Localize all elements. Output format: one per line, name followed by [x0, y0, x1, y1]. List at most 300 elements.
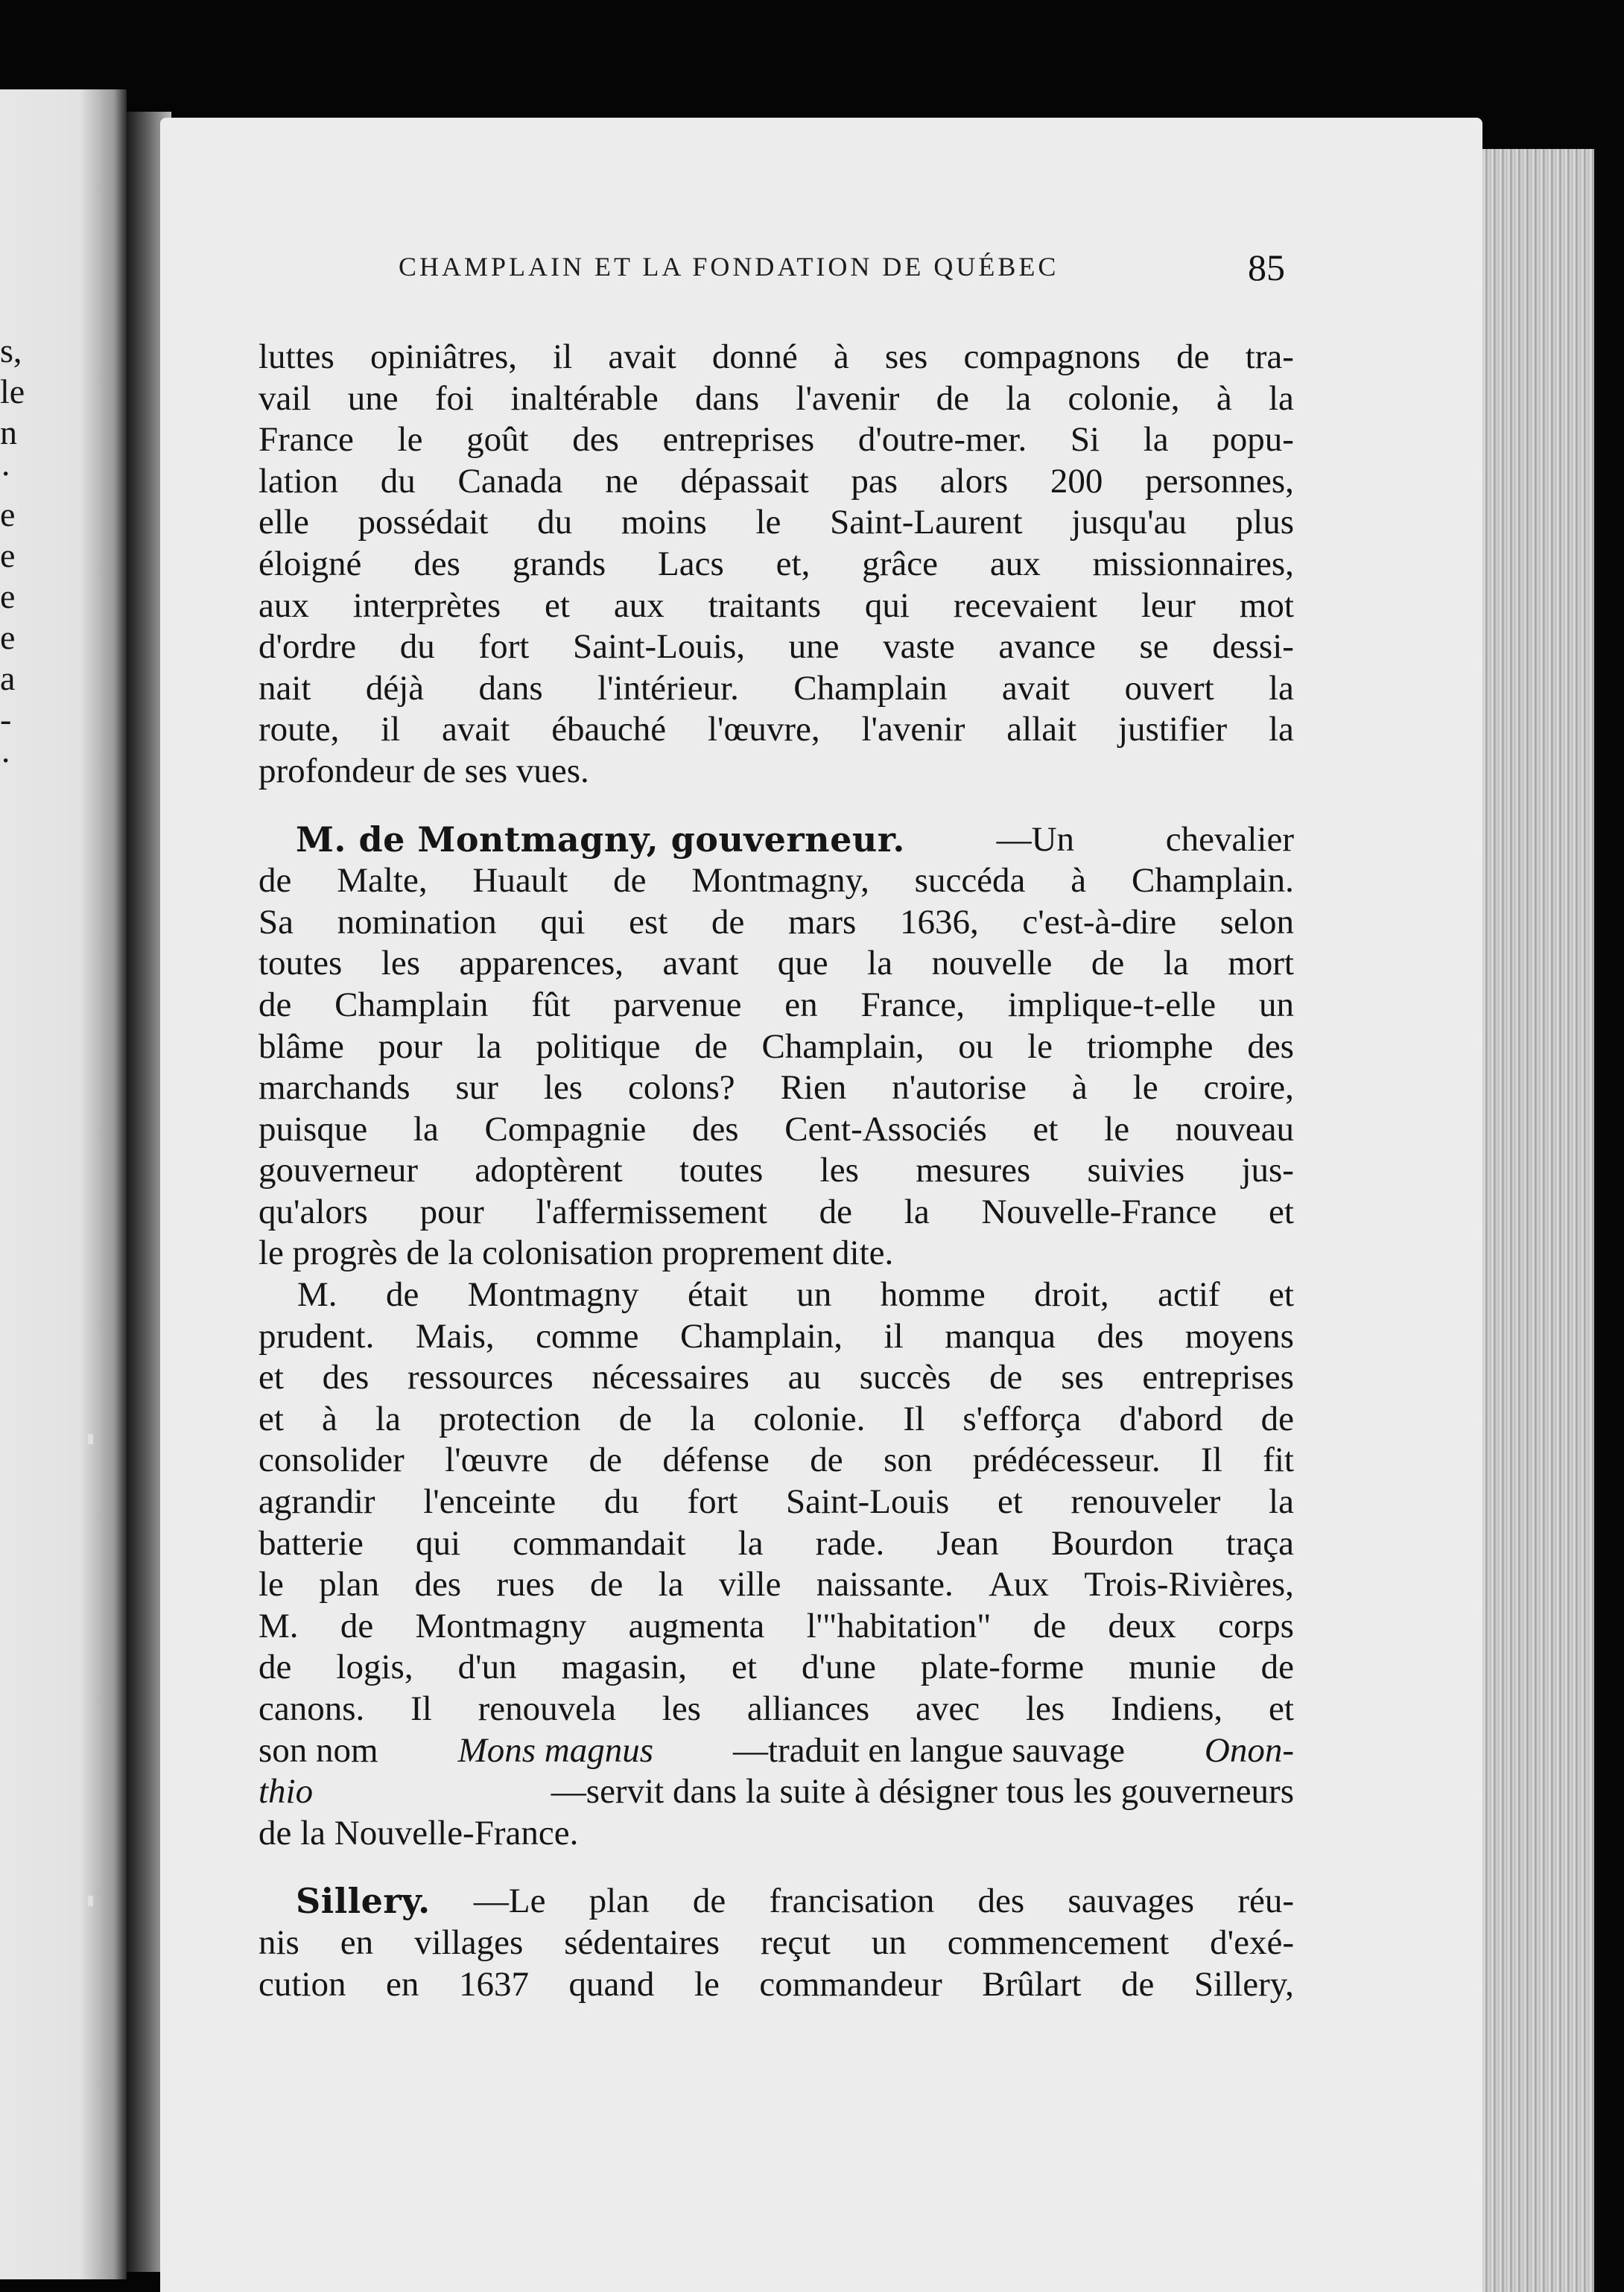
text-word: les — [819, 1151, 859, 1190]
text-word: un — [871, 1923, 907, 1962]
text-line — [258, 1482, 1294, 1523]
text-word: consolider — [258, 1441, 405, 1480]
text-word: à — [322, 1399, 337, 1438]
text-word: Brûlart — [982, 1964, 1082, 2004]
left-page-fragment: n — [0, 413, 17, 451]
text-word: cution — [258, 1964, 346, 2004]
text-word: tra- — [1245, 337, 1294, 376]
text-word: réu- — [1237, 1882, 1294, 1921]
text-line — [258, 1606, 1294, 1648]
text-word: rues — [496, 1565, 555, 1604]
text-line — [258, 709, 1294, 751]
text-word: interprètes — [352, 585, 501, 625]
text-word: nis — [258, 1923, 299, 1962]
text-word: sur — [455, 1068, 498, 1108]
text-word: aux — [258, 585, 309, 625]
text-word: traitants — [708, 585, 821, 625]
text-word: Montmagny — [467, 1275, 639, 1315]
text-word: de — [819, 1192, 853, 1231]
text-word: Saint-Louis — [786, 1482, 950, 1522]
text-word: possédait — [358, 503, 489, 542]
text-word: à — [1216, 378, 1232, 418]
text-word: d'exé- — [1210, 1923, 1294, 1962]
text-word: croire, — [1203, 1068, 1294, 1108]
text-line — [258, 461, 1294, 503]
text-word: mesures — [916, 1151, 1031, 1190]
text-word: qui — [540, 902, 586, 942]
text-word: et — [997, 1482, 1023, 1522]
text-word: luttes — [258, 337, 334, 376]
text-word: politique — [536, 1026, 661, 1066]
text-word: villages — [414, 1923, 524, 1962]
text-word: de — [258, 861, 292, 901]
text-word: le — [694, 1964, 720, 2004]
text-word: Nouvelle-France — [981, 1192, 1217, 1231]
text-word: —Un — [996, 819, 1075, 859]
text-word: en — [340, 1923, 374, 1962]
text-line — [258, 1399, 1294, 1441]
text-word: adoptèrent — [475, 1151, 623, 1190]
text-line — [258, 1109, 1294, 1151]
text-word: justifier — [1118, 710, 1228, 749]
text-word: le progrès de la colonisation proprement dite. — [258, 1234, 894, 1273]
text-word: parvenue — [613, 985, 742, 1024]
paragraph-sillery — [258, 1923, 1294, 2005]
text-word: Saint-Louis, — [572, 627, 746, 667]
text-word: pour — [378, 1026, 443, 1066]
text-word: traça — [1225, 1523, 1294, 1563]
text-word: Trois-Rivières, — [1084, 1565, 1294, 1604]
text-line — [258, 1316, 1294, 1358]
text-word: Aux — [989, 1565, 1050, 1604]
text-word: Si — [1070, 420, 1100, 460]
text-word: de — [1260, 1648, 1294, 1687]
text-word: nouveau — [1175, 1109, 1294, 1149]
text-word: de — [694, 1026, 728, 1066]
text-word: puisque — [258, 1109, 368, 1149]
text-word: la — [1269, 1482, 1294, 1522]
text-word: et — [1269, 1192, 1294, 1231]
text-word: était — [687, 1275, 748, 1315]
text-word: la — [1143, 420, 1169, 460]
text-word: de — [1033, 1606, 1067, 1645]
text-word: de — [1091, 944, 1125, 983]
text-word: Huault — [472, 861, 568, 901]
text-word: logis, — [336, 1648, 413, 1687]
text-line — [258, 1233, 1294, 1274]
text-word: ville — [718, 1565, 781, 1604]
text-word: ne — [605, 461, 638, 501]
text-word: moyens — [1184, 1316, 1294, 1356]
text-word: un — [796, 1275, 832, 1315]
text-word: colonie, — [1068, 378, 1180, 418]
text-word: protection — [439, 1399, 581, 1438]
text-word: actif — [1158, 1275, 1220, 1315]
text-word: à — [833, 337, 849, 376]
paragraph-lines — [258, 1274, 1294, 1730]
text-word: l'"habitation" — [806, 1606, 992, 1645]
text-word: ou — [958, 1026, 994, 1066]
text-word: les — [1025, 1689, 1065, 1728]
text-line — [258, 985, 1294, 1026]
text-word: Sillery, — [1193, 1964, 1294, 2004]
text-word: d'outre-mer. — [857, 420, 1027, 460]
text-word: renouveler — [1070, 1482, 1221, 1522]
text-word: prudent. — [258, 1316, 375, 1356]
text-word: toutes — [679, 1151, 764, 1190]
text-word: gouverneur — [258, 1151, 419, 1190]
margin-mark — [88, 1434, 93, 1444]
text-line — [258, 1964, 1294, 2006]
text-word: chevalier — [1165, 819, 1294, 859]
text-word: triomphe — [1086, 1026, 1214, 1066]
text-word: sédentaires — [564, 1923, 720, 1962]
text-line — [258, 585, 1294, 627]
text-word: n'autorise — [892, 1068, 1027, 1108]
text-word: de — [1176, 337, 1210, 376]
text-word: les — [381, 944, 420, 983]
page-number: 85 — [1248, 247, 1285, 288]
text-word: des — [977, 1882, 1025, 1921]
text-word: Rien — [780, 1068, 847, 1108]
text-word: 200 — [1050, 461, 1103, 501]
text-word: et — [1033, 1109, 1059, 1149]
text-line — [258, 1523, 1294, 1565]
text-word: mars — [787, 902, 857, 942]
text-word: qu'alors — [258, 1192, 368, 1231]
text-word: fit — [1263, 1441, 1294, 1480]
text-word: Compagnie — [484, 1109, 647, 1149]
text-word: et — [258, 1399, 284, 1438]
text-word: opiniâtres, — [369, 337, 518, 376]
text-word: France, — [860, 985, 965, 1024]
text-word: la — [867, 944, 893, 983]
text-word: Champlain, — [680, 1316, 843, 1356]
text-line — [258, 1192, 1294, 1234]
text-word: Jean — [936, 1523, 999, 1563]
text-word: de — [589, 1441, 622, 1480]
text-word: canons. — [258, 1689, 365, 1728]
text-word: implique-t-elle — [1007, 985, 1217, 1024]
text-word: succès — [859, 1358, 951, 1397]
text-word: des — [1247, 1026, 1294, 1066]
left-page-fragment: · — [0, 454, 12, 492]
text-word: d'ordre — [258, 627, 357, 667]
text-word: avec — [916, 1689, 980, 1728]
text-word: batterie — [258, 1523, 364, 1563]
text-word: d'abord — [1119, 1399, 1223, 1438]
text-word: qui — [864, 585, 910, 625]
text-word: renouvela — [478, 1689, 616, 1728]
text-word: en — [784, 985, 818, 1024]
text-word: grâce — [862, 544, 938, 583]
text-word: alliances — [746, 1689, 870, 1728]
left-page-fragment: s, — [0, 331, 22, 369]
text-word: nomination — [337, 902, 497, 942]
text-word: jusqu'au — [1071, 503, 1187, 542]
text-word: les — [543, 1068, 583, 1108]
text-word: la — [375, 1399, 401, 1438]
text-word: avait — [442, 710, 510, 749]
text-word: l'affermissement — [536, 1192, 767, 1231]
text-word: homme — [880, 1275, 986, 1315]
text-word: Sa — [258, 902, 294, 942]
left-page-fragment: · — [0, 741, 12, 779]
text-word: Indiens, — [1111, 1689, 1223, 1728]
text-segment: —traduit en langue sauvage — [732, 1730, 1125, 1770]
text-word: elle — [258, 503, 309, 542]
text-line — [258, 626, 1294, 668]
text-word: de — [711, 902, 745, 942]
left-page-fragment: e — [0, 618, 16, 656]
text-word: vail — [258, 378, 311, 418]
text-word: c'est-à-dire — [1022, 902, 1177, 942]
text-word: déjà — [365, 668, 425, 708]
text-word: de — [810, 1441, 843, 1480]
text-word: la — [904, 1192, 930, 1231]
text-word: prédécesseur. — [972, 1441, 1161, 1480]
text-word: entreprises — [662, 420, 815, 460]
text-word: colonie. — [753, 1399, 866, 1438]
left-page-fragment: e — [0, 577, 16, 615]
text-word: la — [1006, 378, 1032, 418]
text-word: le — [258, 1565, 284, 1604]
text-word: route, — [258, 710, 340, 749]
text-word: M. — [297, 1275, 337, 1315]
section-first-line — [258, 819, 1294, 861]
text-word: la — [658, 1565, 684, 1604]
text-word: la — [1268, 710, 1294, 749]
text-word: blâme — [258, 1026, 344, 1066]
text-word: plate-forme — [920, 1648, 1085, 1687]
text-word: de — [385, 1275, 419, 1315]
text-line — [258, 1730, 1294, 1772]
text-word: en — [386, 1964, 419, 2004]
text-word: et — [545, 585, 570, 625]
text-word: le — [755, 503, 781, 542]
text-word: et, — [775, 544, 811, 583]
text-word: des — [413, 544, 460, 583]
text-word: M. — [258, 1606, 299, 1645]
text-word: francisation — [769, 1882, 935, 1921]
text-word: de — [692, 1882, 726, 1921]
text-word: missionnaires, — [1092, 544, 1294, 583]
text-line — [258, 1689, 1294, 1730]
text-word: l'œuvre — [445, 1441, 549, 1480]
text-word: Champlain — [334, 985, 489, 1024]
text-line — [258, 860, 1294, 902]
text-word: l'avenir — [861, 710, 965, 749]
text-word: lation — [258, 461, 339, 501]
text-word: défense — [662, 1441, 770, 1480]
text-word: vaste — [883, 627, 955, 667]
section-sillery — [258, 1881, 1294, 2005]
text-word: la — [690, 1399, 716, 1438]
text-word: une — [347, 378, 399, 418]
text-word: au — [787, 1358, 821, 1397]
text-word: munie — [1129, 1648, 1217, 1687]
text-word: leur — [1141, 585, 1196, 625]
text-word: goût — [466, 420, 529, 460]
text-word: une — [788, 627, 840, 667]
native-name: Onon- — [1204, 1730, 1294, 1770]
text-word: que — [777, 944, 828, 983]
text-word: Montmagny — [415, 1606, 587, 1645]
text-word: naissante. — [816, 1565, 954, 1604]
text-word: de — [936, 378, 969, 418]
body-text — [258, 337, 1294, 2005]
text-word: deux — [1108, 1606, 1176, 1645]
text-word: apparences, — [459, 944, 624, 983]
left-page-fragment: le — [0, 372, 25, 410]
text-word: la — [738, 1523, 764, 1563]
text-word: jus- — [1241, 1151, 1294, 1190]
text-word: popu- — [1212, 420, 1294, 460]
text-word: —Le — [473, 1882, 546, 1921]
text-word: grands — [512, 544, 606, 583]
text-word: allait — [1006, 710, 1077, 749]
text-word: ouvert — [1124, 668, 1214, 708]
text-word: dans — [694, 378, 760, 418]
text-word: des — [1097, 1316, 1144, 1356]
text-word: et — [1269, 1275, 1294, 1315]
text-line — [258, 1771, 1294, 1813]
text-word: dessi- — [1212, 627, 1294, 667]
text-word: Mais, — [415, 1316, 495, 1356]
text-line — [258, 1026, 1294, 1068]
text-word: dépassait — [680, 461, 809, 501]
text-word: Il — [410, 1689, 432, 1728]
text-word: profondeur de ses vues. — [258, 751, 589, 790]
text-word: corps — [1218, 1606, 1294, 1645]
text-word: agrandir — [258, 1482, 375, 1522]
text-word: ébauché — [551, 710, 667, 749]
text-line — [258, 943, 1294, 985]
text-line — [258, 902, 1294, 944]
text-word: Lacs — [658, 544, 724, 583]
text-line — [258, 1440, 1294, 1482]
text-word: il — [381, 710, 401, 749]
text-line — [258, 544, 1294, 585]
text-word: et — [1268, 1689, 1294, 1728]
paragraph-montmagny-actions — [258, 1274, 1294, 1854]
text-word: la — [1268, 378, 1294, 418]
text-word: de — [258, 1648, 292, 1687]
text-word: selon — [1219, 902, 1294, 942]
text-word: personnes, — [1145, 461, 1294, 501]
text-word: avant — [662, 944, 739, 983]
text-word: Saint-Laurent — [830, 503, 1023, 542]
text-word: ses — [1061, 1358, 1104, 1397]
text-word: Cent-Associés — [784, 1109, 987, 1149]
text-word: de — [1120, 1964, 1155, 2004]
text-word: suivies — [1087, 1151, 1185, 1190]
text-word: moins — [621, 503, 707, 542]
text-word: du — [380, 461, 416, 501]
text-word: la — [1269, 668, 1294, 708]
text-word: le — [1027, 1026, 1053, 1066]
paragraph-montmagny — [258, 860, 1294, 1274]
text-word: et — [258, 1358, 284, 1397]
text-word: nouvelle — [931, 944, 1053, 983]
text-word: le — [1104, 1109, 1130, 1149]
left-page-fragment: e — [0, 536, 16, 574]
text-word: ressources — [407, 1358, 554, 1397]
text-word: le — [397, 420, 423, 460]
text-segment: de la Nouvelle-France. — [258, 1813, 579, 1853]
text-word: France — [258, 420, 354, 460]
text-word: nait — [258, 668, 311, 708]
text-word: inaltérable — [510, 378, 659, 418]
text-word: des — [691, 1109, 739, 1149]
text-word: plan — [319, 1565, 380, 1604]
text-word: 1637 — [458, 1964, 529, 2004]
text-word: 1636, — [899, 902, 979, 942]
text-word: manqua — [945, 1316, 1056, 1356]
text-word: de — [618, 1399, 653, 1438]
text-line — [258, 1564, 1294, 1606]
text-word: des — [572, 420, 619, 460]
text-word: du — [399, 627, 435, 667]
text-word: reçut — [760, 1923, 831, 1962]
text-word: la — [1163, 944, 1189, 983]
text-word: Il — [1201, 1441, 1222, 1480]
text-word: fût — [531, 985, 571, 1024]
text-line — [258, 1647, 1294, 1689]
text-word: il — [553, 337, 573, 376]
text-word: toutes — [258, 944, 343, 983]
text-word: qui — [416, 1523, 461, 1563]
text-word: d'un — [457, 1648, 517, 1687]
text-line — [258, 1923, 1294, 1964]
text-word: quand — [568, 1964, 655, 2004]
text-word: des — [322, 1358, 369, 1397]
text-word: fort — [687, 1482, 738, 1522]
text-word: l'œuvre, — [707, 710, 820, 749]
text-word: aux — [613, 585, 664, 625]
text-word: la — [476, 1026, 502, 1066]
text-word: Champlain — [793, 668, 948, 708]
text-line — [258, 751, 1294, 793]
margin-mark — [88, 1896, 93, 1906]
text-word: est — [629, 902, 668, 942]
text-word: de — [989, 1358, 1023, 1397]
text-line — [258, 668, 1294, 710]
page-edges — [1482, 149, 1594, 2292]
native-name-end: thio — [258, 1772, 314, 1812]
text-word: avance — [998, 627, 1096, 667]
text-word: pour — [419, 1192, 484, 1231]
text-word: fort — [478, 627, 530, 667]
text-line — [258, 502, 1294, 544]
text-word: l'intérieur. — [597, 668, 739, 708]
text-word: compagnons — [963, 337, 1141, 376]
text-line — [258, 337, 1294, 378]
text-word: avait — [608, 337, 676, 376]
paragraph-closing — [258, 337, 1294, 793]
text-word: augmenta — [628, 1606, 765, 1645]
section-heading: M. de Montmagny, gouverneur. — [296, 819, 905, 860]
left-page-fragment: - — [0, 700, 12, 738]
text-word: Montmagny, — [691, 861, 869, 901]
text-line — [258, 1813, 1294, 1855]
text-word: Malte, — [337, 861, 428, 901]
text-word: alors — [939, 461, 1009, 501]
text-word: du — [603, 1482, 639, 1522]
section-montmagny — [258, 819, 1294, 1275]
text-word: comme — [536, 1316, 639, 1356]
text-word: magasin, — [561, 1648, 687, 1687]
